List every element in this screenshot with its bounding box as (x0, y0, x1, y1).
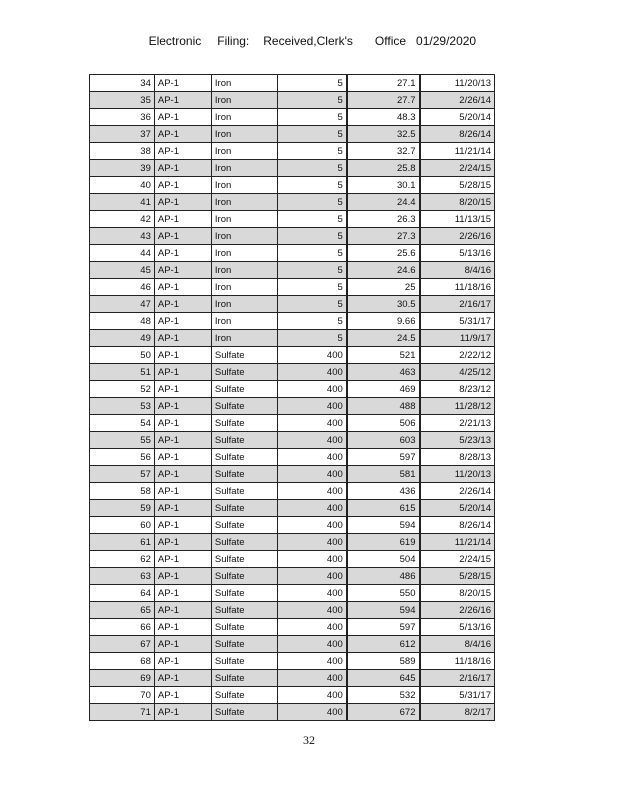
cell-row-number: 37 (90, 126, 155, 143)
cell-parameter: Sulfate (211, 534, 277, 551)
header-office: Office (374, 34, 407, 48)
cell-result: 645 (347, 670, 420, 687)
table-row (90, 500, 495, 517)
cell-row-number: 43 (90, 228, 155, 245)
cell-row-number: 36 (90, 109, 155, 126)
cell-parameter: Sulfate (211, 364, 277, 381)
cell-result: 594 (347, 517, 420, 534)
table-row (90, 687, 495, 704)
cell-sample-date: 2/22/12 (420, 347, 495, 364)
cell-parameter: Iron (211, 330, 277, 347)
cell-standard: 5 (277, 330, 346, 347)
cell-parameter: Sulfate (211, 500, 277, 517)
cell-well-id: AP-1 (154, 432, 211, 449)
cell-result: 619 (347, 534, 420, 551)
cell-row-number: 69 (90, 670, 155, 687)
table-row (90, 432, 495, 449)
cell-row-number: 68 (90, 653, 155, 670)
cell-standard: 5 (277, 160, 346, 177)
cell-standard: 400 (277, 653, 346, 670)
cell-standard: 5 (277, 262, 346, 279)
cell-sample-date: 5/20/14 (420, 500, 495, 517)
cell-parameter: Iron (211, 160, 277, 177)
cell-sample-date: 11/18/16 (420, 279, 495, 296)
cell-sample-date: 2/24/15 (420, 551, 495, 568)
cell-standard: 400 (277, 687, 346, 704)
cell-well-id: AP-1 (154, 92, 211, 109)
cell-standard: 5 (277, 211, 346, 228)
table-row (90, 296, 495, 313)
cell-well-id: AP-1 (154, 398, 211, 415)
cell-row-number: 63 (90, 568, 155, 585)
table-row (90, 245, 495, 262)
cell-standard: 5 (277, 177, 346, 194)
cell-well-id: AP-1 (154, 415, 211, 432)
cell-sample-date: 8/20/15 (420, 194, 495, 211)
cell-standard: 400 (277, 432, 346, 449)
cell-result: 521 (347, 347, 420, 364)
cell-row-number: 58 (90, 483, 155, 500)
page-number: 32 (303, 733, 315, 747)
cell-sample-date: 5/28/15 (420, 177, 495, 194)
cell-row-number: 41 (90, 194, 155, 211)
cell-sample-date: 2/24/15 (420, 160, 495, 177)
cell-well-id: AP-1 (154, 636, 211, 653)
header-received: Received,Clerk's (263, 34, 353, 48)
cell-well-id: AP-1 (154, 670, 211, 687)
table-row (90, 364, 495, 381)
table-row (90, 670, 495, 687)
cell-row-number: 53 (90, 398, 155, 415)
cell-parameter: Sulfate (211, 551, 277, 568)
cell-standard: 400 (277, 619, 346, 636)
table-row (90, 619, 495, 636)
table-row (90, 211, 495, 228)
table-row (90, 160, 495, 177)
cell-sample-date: 8/28/13 (420, 449, 495, 466)
cell-row-number: 56 (90, 449, 155, 466)
cell-sample-date: 11/21/14 (420, 534, 495, 551)
cell-row-number: 39 (90, 160, 155, 177)
cell-sample-date: 8/26/14 (420, 126, 495, 143)
cell-sample-date: 2/16/17 (420, 670, 495, 687)
cell-well-id: AP-1 (154, 449, 211, 466)
cell-sample-date: 11/21/14 (420, 143, 495, 160)
cell-row-number: 60 (90, 517, 155, 534)
table-row (90, 330, 495, 347)
cell-well-id: AP-1 (154, 602, 211, 619)
cell-result: 589 (347, 653, 420, 670)
cell-result: 27.7 (347, 92, 420, 109)
cell-sample-date: 8/26/14 (420, 517, 495, 534)
table-row (90, 398, 495, 415)
cell-well-id: AP-1 (154, 143, 211, 160)
cell-parameter: Sulfate (211, 398, 277, 415)
cell-row-number: 35 (90, 92, 155, 109)
cell-row-number: 57 (90, 466, 155, 483)
table-row (90, 466, 495, 483)
table-row (90, 92, 495, 109)
cell-well-id: AP-1 (154, 194, 211, 211)
cell-row-number: 52 (90, 381, 155, 398)
cell-row-number: 51 (90, 364, 155, 381)
header-filing: Filing: (217, 34, 250, 48)
cell-result: 24.4 (347, 194, 420, 211)
cell-parameter: Iron (211, 313, 277, 330)
cell-row-number: 38 (90, 143, 155, 160)
cell-result: 30.1 (347, 177, 420, 194)
cell-sample-date: 5/31/17 (420, 687, 495, 704)
cell-parameter: Sulfate (211, 568, 277, 585)
cell-well-id: AP-1 (154, 585, 211, 602)
cell-sample-date: 2/26/16 (420, 228, 495, 245)
cell-standard: 400 (277, 347, 346, 364)
cell-result: 27.1 (347, 75, 420, 92)
table-row (90, 109, 495, 126)
cell-well-id: AP-1 (154, 347, 211, 364)
cell-result: 532 (347, 687, 420, 704)
cell-standard: 400 (277, 602, 346, 619)
cell-row-number: 71 (90, 704, 155, 721)
cell-parameter: Iron (211, 75, 277, 92)
cell-parameter: Iron (211, 279, 277, 296)
cell-parameter: Sulfate (211, 687, 277, 704)
cell-standard: 400 (277, 500, 346, 517)
cell-sample-date: 5/13/16 (420, 245, 495, 262)
cell-sample-date: 5/31/17 (420, 313, 495, 330)
cell-well-id: AP-1 (154, 160, 211, 177)
cell-row-number: 42 (90, 211, 155, 228)
cell-parameter: Sulfate (211, 347, 277, 364)
cell-well-id: AP-1 (154, 483, 211, 500)
cell-well-id: AP-1 (154, 279, 211, 296)
table-row (90, 279, 495, 296)
cell-result: 672 (347, 704, 420, 721)
table-row (90, 602, 495, 619)
cell-result: 26.3 (347, 211, 420, 228)
cell-sample-date: 11/28/12 (420, 398, 495, 415)
cell-standard: 400 (277, 551, 346, 568)
cell-row-number: 70 (90, 687, 155, 704)
cell-standard: 400 (277, 398, 346, 415)
cell-parameter: Iron (211, 92, 277, 109)
cell-standard: 400 (277, 670, 346, 687)
table-row (90, 126, 495, 143)
cell-standard: 5 (277, 109, 346, 126)
cell-result: 550 (347, 585, 420, 602)
cell-result: 597 (347, 449, 420, 466)
cell-well-id: AP-1 (154, 619, 211, 636)
table-row (90, 347, 495, 364)
cell-sample-date: 5/13/16 (420, 619, 495, 636)
cell-sample-date: 2/26/14 (420, 483, 495, 500)
cell-well-id: AP-1 (154, 534, 211, 551)
cell-parameter: Sulfate (211, 517, 277, 534)
cell-parameter: Iron (211, 194, 277, 211)
cell-parameter: Iron (211, 245, 277, 262)
filing-stamp-header (0, 20, 618, 48)
cell-standard: 400 (277, 449, 346, 466)
cell-row-number: 65 (90, 602, 155, 619)
cell-sample-date: 11/18/16 (420, 653, 495, 670)
cell-well-id: AP-1 (154, 211, 211, 228)
cell-parameter: Sulfate (211, 670, 277, 687)
cell-well-id: AP-1 (154, 517, 211, 534)
table-row (90, 534, 495, 551)
cell-well-id: AP-1 (154, 177, 211, 194)
cell-sample-date: 8/4/16 (420, 636, 495, 653)
cell-row-number: 54 (90, 415, 155, 432)
cell-well-id: AP-1 (154, 228, 211, 245)
cell-row-number: 44 (90, 245, 155, 262)
cell-parameter: Sulfate (211, 704, 277, 721)
table-row (90, 483, 495, 500)
cell-well-id: AP-1 (154, 330, 211, 347)
cell-row-number: 47 (90, 296, 155, 313)
cell-sample-date: 11/9/17 (420, 330, 495, 347)
cell-row-number: 34 (90, 75, 155, 92)
cell-row-number: 46 (90, 279, 155, 296)
cell-result: 486 (347, 568, 420, 585)
cell-sample-date: 8/20/15 (420, 585, 495, 602)
table-row (90, 551, 495, 568)
cell-standard: 5 (277, 75, 346, 92)
table-body (90, 75, 495, 721)
cell-result: 27.3 (347, 228, 420, 245)
cell-row-number: 59 (90, 500, 155, 517)
table-row (90, 568, 495, 585)
table-row (90, 704, 495, 721)
cell-row-number: 45 (90, 262, 155, 279)
cell-standard: 400 (277, 568, 346, 585)
cell-result: 612 (347, 636, 420, 653)
sampling-results-table (89, 74, 495, 721)
cell-well-id: AP-1 (154, 653, 211, 670)
cell-parameter: Sulfate (211, 483, 277, 500)
cell-result: 597 (347, 619, 420, 636)
cell-well-id: AP-1 (154, 551, 211, 568)
cell-standard: 400 (277, 704, 346, 721)
cell-result: 25 (347, 279, 420, 296)
cell-sample-date: 5/23/13 (420, 432, 495, 449)
table-row (90, 517, 495, 534)
cell-result: 32.7 (347, 143, 420, 160)
cell-standard: 5 (277, 126, 346, 143)
table-row (90, 636, 495, 653)
cell-standard: 5 (277, 279, 346, 296)
table-row (90, 143, 495, 160)
cell-parameter: Sulfate (211, 449, 277, 466)
cell-row-number: 40 (90, 177, 155, 194)
cell-parameter: Iron (211, 143, 277, 160)
table-row (90, 177, 495, 194)
cell-standard: 5 (277, 143, 346, 160)
cell-row-number: 50 (90, 347, 155, 364)
header-electronic: Electronic (148, 34, 202, 48)
cell-standard: 400 (277, 517, 346, 534)
table-row (90, 449, 495, 466)
cell-result: 32.5 (347, 126, 420, 143)
cell-parameter: Sulfate (211, 653, 277, 670)
cell-parameter: Sulfate (211, 466, 277, 483)
cell-sample-date: 8/2/17 (420, 704, 495, 721)
table-row (90, 75, 495, 92)
cell-row-number: 62 (90, 551, 155, 568)
cell-result: 615 (347, 500, 420, 517)
cell-parameter: Iron (211, 177, 277, 194)
cell-well-id: AP-1 (154, 109, 211, 126)
cell-result: 488 (347, 398, 420, 415)
header-date: 01/29/2020 (416, 34, 477, 48)
cell-result: 9.66 (347, 313, 420, 330)
cell-result: 24.5 (347, 330, 420, 347)
cell-row-number: 49 (90, 330, 155, 347)
cell-sample-date: 8/23/12 (420, 381, 495, 398)
cell-parameter: Sulfate (211, 415, 277, 432)
cell-result: 30.5 (347, 296, 420, 313)
cell-standard: 400 (277, 466, 346, 483)
cell-sample-date: 5/20/14 (420, 109, 495, 126)
cell-standard: 400 (277, 483, 346, 500)
cell-well-id: AP-1 (154, 364, 211, 381)
cell-standard: 400 (277, 585, 346, 602)
cell-parameter: Sulfate (211, 585, 277, 602)
cell-parameter: Iron (211, 126, 277, 143)
cell-well-id: AP-1 (154, 296, 211, 313)
cell-parameter: Sulfate (211, 636, 277, 653)
cell-well-id: AP-1 (154, 704, 211, 721)
cell-well-id: AP-1 (154, 381, 211, 398)
cell-well-id: AP-1 (154, 313, 211, 330)
cell-parameter: Sulfate (211, 619, 277, 636)
cell-sample-date: 2/16/17 (420, 296, 495, 313)
cell-well-id: AP-1 (154, 568, 211, 585)
table-row (90, 381, 495, 398)
cell-well-id: AP-1 (154, 500, 211, 517)
cell-parameter: Iron (211, 228, 277, 245)
cell-sample-date: 4/25/12 (420, 364, 495, 381)
cell-sample-date: 11/13/15 (420, 211, 495, 228)
table-row (90, 313, 495, 330)
cell-standard: 5 (277, 313, 346, 330)
cell-well-id: AP-1 (154, 75, 211, 92)
cell-well-id: AP-1 (154, 262, 211, 279)
cell-result: 25.6 (347, 245, 420, 262)
cell-row-number: 48 (90, 313, 155, 330)
table-row (90, 194, 495, 211)
cell-result: 469 (347, 381, 420, 398)
table-row (90, 585, 495, 602)
cell-well-id: AP-1 (154, 687, 211, 704)
table-row (90, 262, 495, 279)
cell-standard: 400 (277, 364, 346, 381)
cell-parameter: Sulfate (211, 602, 277, 619)
cell-parameter: Iron (211, 262, 277, 279)
cell-row-number: 64 (90, 585, 155, 602)
cell-sample-date: 2/26/16 (420, 602, 495, 619)
cell-standard: 5 (277, 296, 346, 313)
cell-standard: 5 (277, 245, 346, 262)
cell-well-id: AP-1 (154, 126, 211, 143)
cell-standard: 400 (277, 415, 346, 432)
cell-row-number: 61 (90, 534, 155, 551)
data-table-container (89, 74, 495, 721)
cell-standard: 400 (277, 381, 346, 398)
cell-result: 506 (347, 415, 420, 432)
table-row (90, 653, 495, 670)
cell-row-number: 55 (90, 432, 155, 449)
cell-sample-date: 2/21/13 (420, 415, 495, 432)
cell-result: 581 (347, 466, 420, 483)
cell-sample-date: 11/20/13 (420, 466, 495, 483)
cell-sample-date: 5/28/15 (420, 568, 495, 585)
cell-parameter: Iron (211, 296, 277, 313)
cell-parameter: Iron (211, 211, 277, 228)
cell-well-id: AP-1 (154, 245, 211, 262)
cell-parameter: Sulfate (211, 432, 277, 449)
cell-standard: 5 (277, 194, 346, 211)
cell-sample-date: 8/4/16 (420, 262, 495, 279)
cell-standard: 400 (277, 534, 346, 551)
cell-standard: 5 (277, 228, 346, 245)
cell-parameter: Sulfate (211, 381, 277, 398)
cell-result: 504 (347, 551, 420, 568)
cell-row-number: 66 (90, 619, 155, 636)
table-row (90, 415, 495, 432)
cell-standard: 5 (277, 92, 346, 109)
cell-result: 436 (347, 483, 420, 500)
cell-row-number: 67 (90, 636, 155, 653)
cell-sample-date: 11/20/13 (420, 75, 495, 92)
cell-parameter: Iron (211, 109, 277, 126)
cell-result: 463 (347, 364, 420, 381)
cell-result: 48.3 (347, 109, 420, 126)
cell-sample-date: 2/26/14 (420, 92, 495, 109)
cell-result: 24.6 (347, 262, 420, 279)
cell-result: 603 (347, 432, 420, 449)
table-row (90, 228, 495, 245)
cell-standard: 400 (277, 636, 346, 653)
cell-result: 594 (347, 602, 420, 619)
cell-result: 25.8 (347, 160, 420, 177)
cell-well-id: AP-1 (154, 466, 211, 483)
